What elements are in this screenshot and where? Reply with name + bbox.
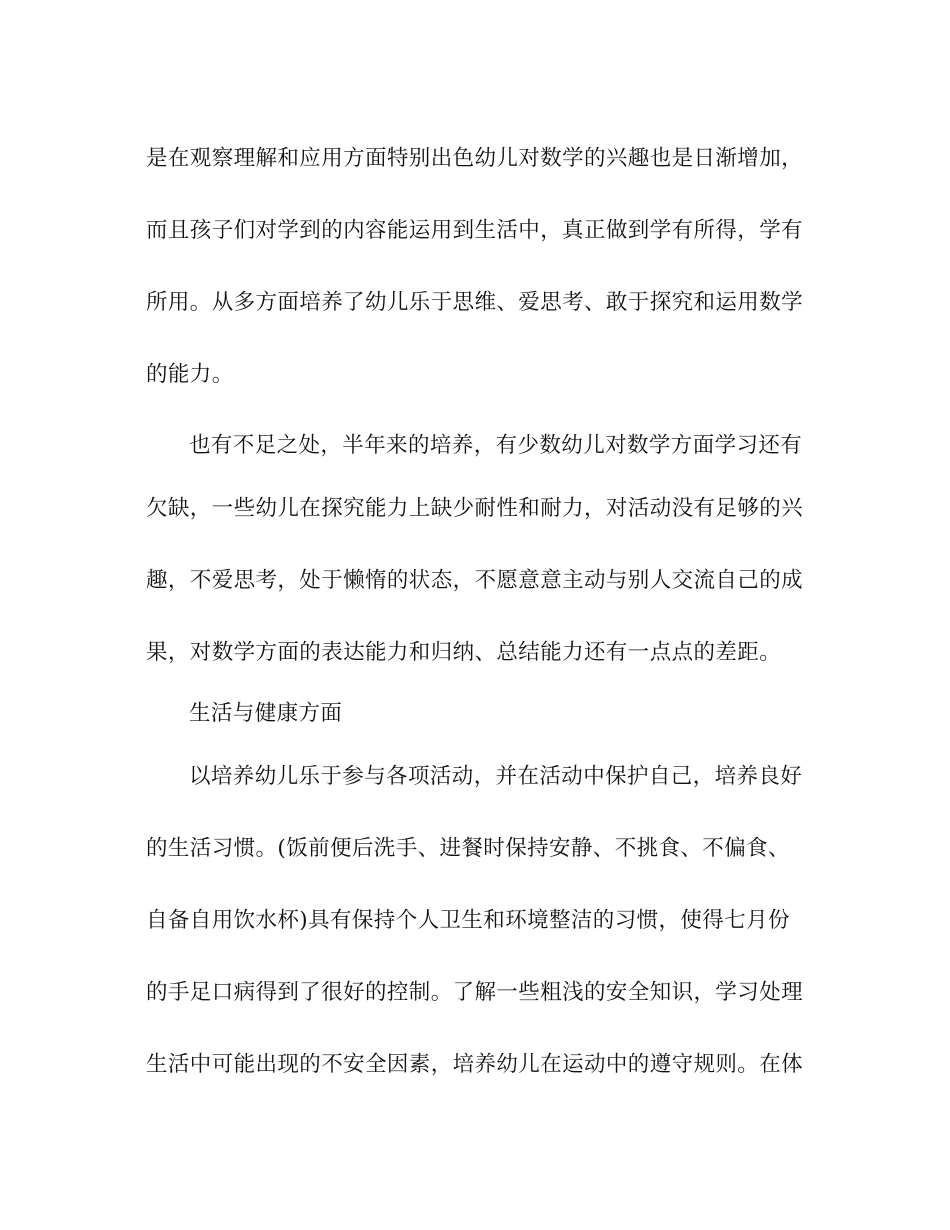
text-line-1: 是在观察理解和应用方面特别出色幼儿对数学的兴趣也是日渐增加，: [146, 146, 804, 171]
text-line-3: 所用。从多方面培养了幼儿乐于思维、爱思考、敢于探究和运用数学: [146, 290, 804, 315]
paragraph-start-line: 也有不足之处，半年来的培养，有少数幼儿对数学方面学习还有: [189, 433, 803, 458]
paragraph-start-line: 以培养幼儿乐于参与各项活动，并在活动中保护自己，培养良好: [189, 764, 803, 789]
section-heading: 生活与健康方面: [189, 701, 343, 726]
text-line-8: 果，对数学方面的表达能力和归纳、总结能力还有一点点的差距。: [146, 640, 782, 665]
text-line-12: 自备自用饮水杯)具有保持个人卫生和环境整洁的习惯，使得七月份: [146, 908, 790, 933]
text-line-14: 生活中可能出现的不安全因素，培养幼儿在运动中的遵守规则。在体: [146, 1052, 804, 1077]
text-line-13: 的手足口病得到了很好的控制。了解一些粗浅的安全知识，学习处理: [146, 980, 804, 1005]
text-line-4: 的能力。: [146, 362, 234, 387]
text-line-6: 欠缺，一些幼儿在探究能力上缺少耐性和耐力，对活动没有足够的兴: [146, 496, 804, 521]
text-line-7: 趣，不爱思考，处于懒惰的状态，不愿意意主动与别人交流自己的成: [146, 568, 804, 593]
text-line-11: 的生活习惯。(饭前便后洗手、进餐时保持安静、不挑食、不偏食、: [146, 836, 790, 861]
text-line-2: 而且孩子们对学到的内容能运用到生活中，真正做到学有所得，学有: [146, 218, 804, 243]
